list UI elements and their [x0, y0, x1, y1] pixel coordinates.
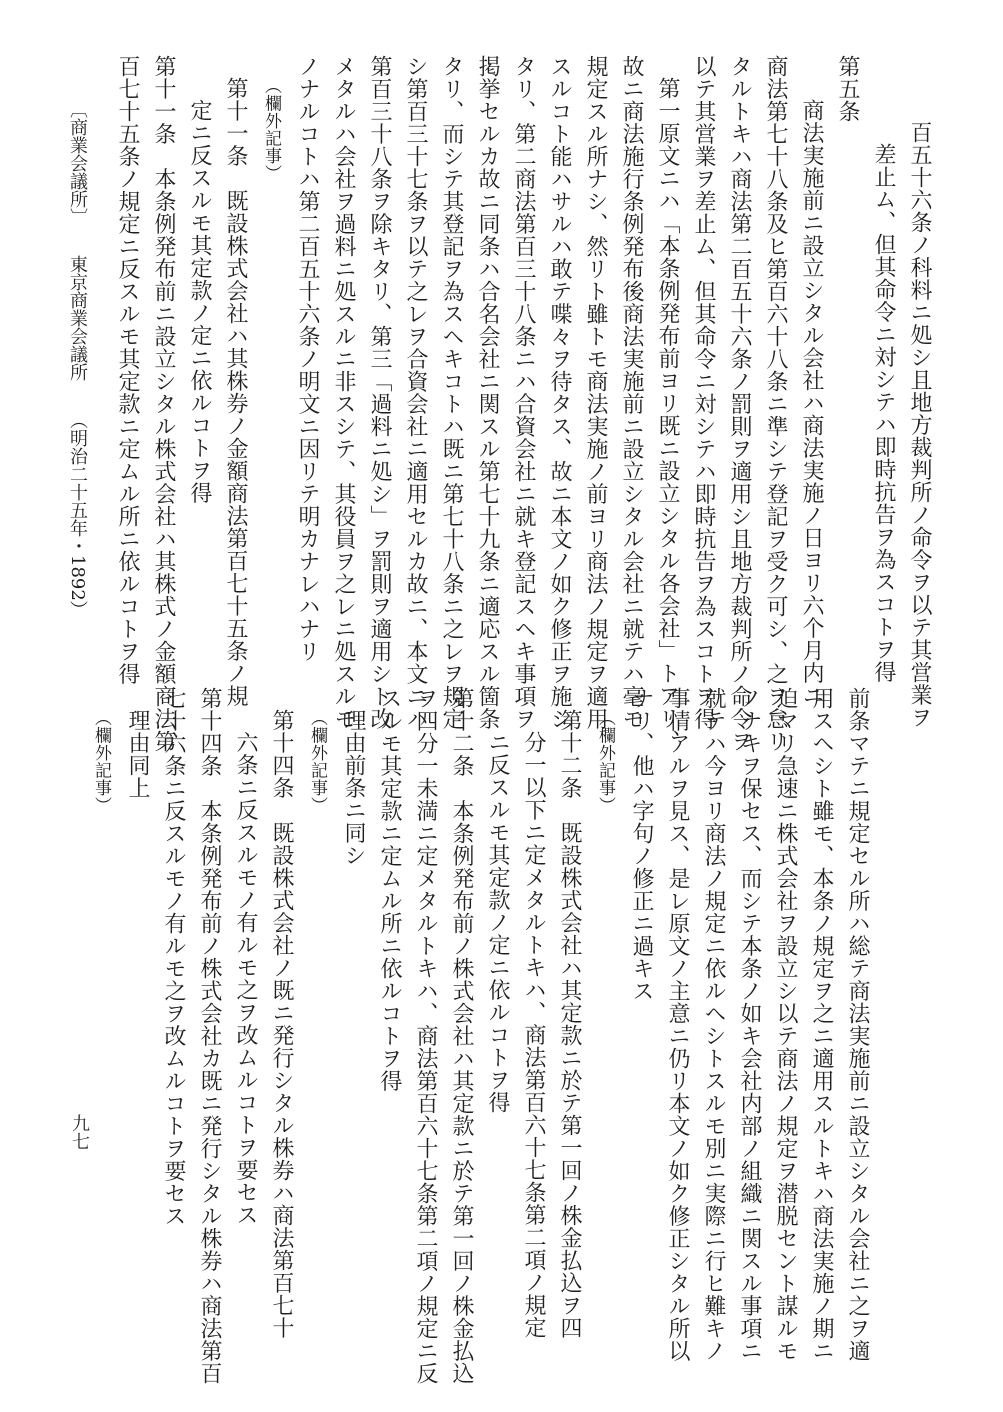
text-column: 迫マリ急速ニ株式会社ヲ設立シ以テ商法ノ規定ヲ潜脱セント謀ルモ [773, 687, 798, 1362]
text-column: 掲挙セルカ故ニ同条ハ合名会社ニ関スル第七十九条ニ適応スル箇条 [475, 55, 500, 730]
text-column: 商法第七十八条及ヒ第百六十八条ニ準シテ登記ヲ受ク可シ、之ヲ怠リ [763, 55, 788, 753]
text-column: （欄外記事） [595, 709, 615, 814]
text-column: メタルハ会社ヲ過料ニ処スルニ非スシテ、其役員ヲ之レニ処スルモ [331, 55, 356, 730]
text-column: 規定スル所ナシ、然リト雖トモ商法実施ノ前ヨリ商法ノ規定ヲ適用 [583, 55, 608, 730]
text-column: 第百三十八条ヲ除キタリ、第三「過料ニ処シ」ヲ罰則ヲ適用シト改 [367, 55, 392, 730]
text-column: 前条マテニ規定セル所ハ総テ商法実施前ニ設立シタル会社ニ之ヲ適 [845, 687, 870, 1362]
text-column: スルコト能ハサルハ敢テ喋々ヲ待タス、故ニ本文ノ如ク修正ヲ施シ [547, 55, 572, 730]
text-column: 分一以下ニ定メタルトキハ、商法第百六十七条第二項ノ規定 [521, 731, 546, 1339]
text-column: ノナルコトハ第二百五十六条ノ明文ニ因リテ明カナレハナリ [295, 55, 320, 663]
text-column: シ第百三十七条ヲ以テ之レヲ合資会社ニ適用セルカ故ニ、本文ニハ [403, 55, 428, 730]
text-column: タルトキハ商法第二百五十六条ノ罰則ヲ適用シ且地方裁判所ノ命令ヲ [727, 55, 752, 753]
text-column: 七十六条ニ反スルモノ有ルモ之ヲ改ムルコトヲ要セス [161, 687, 186, 1227]
text-column: 故ニ商法施行条例発布後商法実施前ニ設立シタル会社ニ就テハ毫モ [619, 55, 644, 730]
footer-name: 東京商業会議所 [67, 255, 88, 382]
text-column: 百五十六条ノ科料ニ処シ且地方裁判所ノ命令ヲ以テ其営業ヲ [907, 121, 932, 729]
text-column: 第十一条 既設株式会社ハ其株券ノ金額商法第百七十五条ノ規 [223, 77, 248, 707]
text-column: 以テ其営業ヲ差止ム、但其命令ニ対シテハ即時抗告ヲ為スコトヲ得 [691, 55, 716, 730]
text-column: 理由同上 [125, 709, 150, 799]
running-footer [66, 100, 88, 700]
text-column: 第十四条 既設株式会社ノ既ニ発行シタル株券ハ商法第百七十 [269, 709, 294, 1339]
text-column: 第十二条 本条例発布前ノ株式会社ハ其定款ニ於テ第一回ノ株金払込 [449, 687, 474, 1385]
text-column: ニ反スルモ其定款ノ定ニ依ルコトヲ得 [485, 731, 510, 1114]
text-column: スルモ其定款ニ定ムル所ニ依ルコトヲ得 [377, 687, 402, 1092]
text-column: 事情アルヲ見ス、是レ原文ノ主意ニ仍リ本文ノ如ク修正シタル所以 [665, 687, 690, 1362]
footer-org: 〔商業会議所〕 [67, 100, 88, 226]
lower-text-block [83, 687, 875, 1385]
text-column: 第十二条 既設株式会社ハ其定款ニ於テ第一回ノ株金払込ヲ四 [557, 709, 582, 1339]
page-number: 九七 [69, 1114, 90, 1150]
text-column: 差止ム、但其命令ニ対シテハ即時抗告ヲ為スコトヲ得 [871, 143, 896, 683]
text-column: タリ、而シテ其登記ヲ為スヘキコトハ既ニ第七十八条ニ之レヲ規定 [439, 55, 464, 730]
text-column: 理由前条ニ同シ [341, 709, 366, 867]
text-column: 定ニ反スルモ其定款ノ定ニ依ルコトヲ得 [187, 99, 212, 504]
text-column: ナリ、他ハ字句ノ修正ニ過キス [629, 687, 654, 1002]
text-column: （欄外記事） [307, 709, 327, 814]
text-column: 六条ニ反スルモノ有ルモ之ヲ改ムルコトヲ要セス [233, 731, 258, 1226]
text-column: 第十一条 本条例発布前ニ設立シタル株式会社ハ其株式ノ金額商法第 [151, 55, 176, 753]
text-column: ヲ四分一未満ニ定メタルトキハ、商法第百六十七条第二項ノ規定ニ反 [413, 687, 438, 1385]
text-column: 就テハ今ヨリ商法ノ規定ニ依ルヘシトスルモ別ニ実際ニ行ヒ難キノ [701, 687, 726, 1362]
text-column: 第五条 [835, 55, 860, 123]
text-column: 用スヘシト雖モ、本条ノ規定ヲ之ニ適用スルトキハ商法実施ノ期ニ [809, 687, 834, 1362]
footer-date: （明治二十五年・1892） [67, 410, 88, 619]
text-column: （欄外記事） [261, 77, 281, 182]
text-column: タリ、第二商法第百三十八条ニハ合資会社ニ就キ登記スヘキ事項ヲ [511, 55, 536, 730]
text-column: 第一原文ニハ「本条例発布前ヨリ既ニ設立シタル各会社」トアリ、 [655, 77, 680, 752]
upper-text-block [109, 55, 937, 753]
text-column: 百七十五条ノ規定ニ反スルモ其定款ニ定ムル所ニ依ルコトヲ得 [115, 55, 140, 685]
text-column: 第十四条 本条例発布前ノ株式会社カ既ニ発行シタル株券ハ商法第百 [197, 687, 222, 1385]
text-column: （欄外記事） [91, 709, 111, 814]
text-column: 商法実施前ニ設立シタル会社ハ商法実施ノ日ヨリ六个月内ニ [799, 99, 824, 707]
text-column: ノナキヲ保セス、而シテ本条ノ如キ会社内部ノ組織ニ関スル事項ニ [737, 687, 762, 1362]
